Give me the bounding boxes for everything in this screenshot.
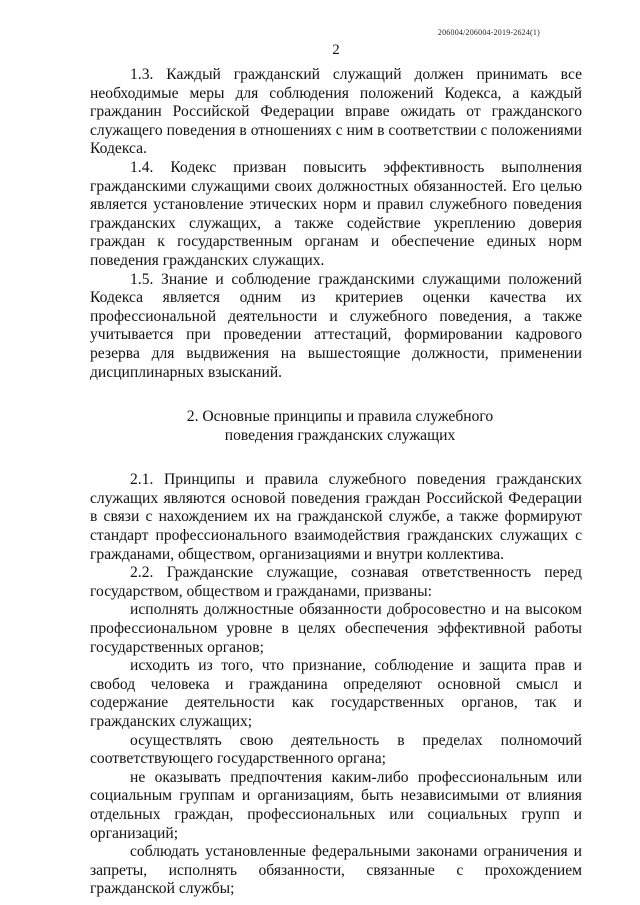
duty-item: осуществлять свою деятельность в пределах полномочий соответствующего государственного органа; <box>90 731 582 768</box>
section-heading <box>90 408 582 445</box>
paragraph-1-3: 1.3. Каждый гражданский служащий должен принимать все необходимые меры для соблюдения положений Кодекса, а каждый гражданин Российской Федерации вправе ожидать от гражданского служащего поведения в отношениях с ним в соответствии с положениями Кодекса. <box>90 66 582 158</box>
paragraph-1-4: 1.4. Кодекс призван повысить эффективность выполнения гражданскими служащими своих должностных обязанностей. Его целью является установление этических норм и правил служебного поведения гражданских служащих, а также содействие укреплению доверия граждан к государственным органам и обеспечение единых норм поведения гражданских служащих. <box>90 158 582 269</box>
duty-item: исполнять должностные обязанности добросовестно и на высоком профессиональном уровне в целях обеспечения эффективной работы государственных органов; <box>90 601 582 656</box>
duty-item: не оказывать предпочтения каким-либо профессиональным или социальным группам и организациям, быть независимыми от влияния отдельных граждан, профессиональных или социальных групп и организаций; <box>90 768 582 842</box>
document-id: 206004/206004-2019-2624(1) <box>437 28 540 37</box>
section-heading-line-2: поведения гражданских служащих <box>224 426 456 444</box>
duty-item: соблюдать установленные федеральными законами ограничения и запреты, исполнять обязанности, связанные с прохождением гражданской службы; <box>90 843 582 898</box>
paragraph-2-2: 2.2. Гражданские служащие, сознавая ответственность перед государством, обществом и гражданами, призваны: <box>90 564 582 600</box>
duty-item: исходить из того, что признание, соблюдение и защита прав и свобод человека и гражданина определяют основной смысл и содержание деятельности как государственных органов, так и гражданских служащих; <box>90 657 582 730</box>
paragraph-1-5: 1.5. Знание и соблюдение гражданскими служащими положений Кодекса является одним из критериев оценки качества их профессиональной деятельности и служебного поведения, а также учитывается при проведении аттестаций, формировании кадрового резерва для выдвижения на вышестоящие должности, применении дисциплинарных взысканий. <box>90 270 582 381</box>
document-body <box>90 66 582 899</box>
section-heading-line-1: 2. Основные принципы и правила служебного <box>186 408 494 426</box>
paragraph-2-1: 2.1. Принципы и правила служебного поведения гражданских служащих являются основой поведения граждан Российской Федерации в связи с нахождением их на гражданской службе, а также формируют стандарт профессионального взаимодействия гражданских служащих с гражданами, обществом, организациями и внутри коллектива. <box>90 471 582 563</box>
page-number: 2 <box>332 42 340 58</box>
